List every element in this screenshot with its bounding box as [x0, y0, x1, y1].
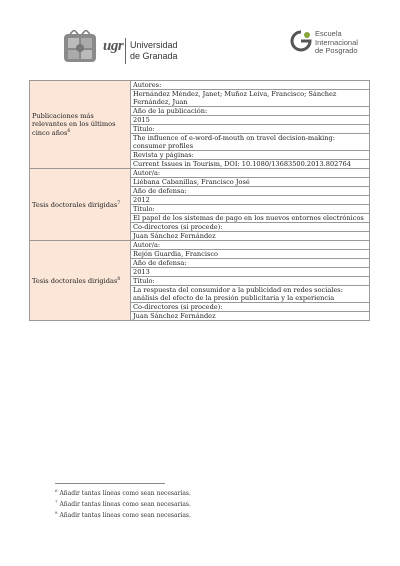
field-title: Revista y páginas: [131, 151, 370, 160]
field-value: Juan Sánchez Fernández [131, 312, 370, 321]
section-label: Tesis doctorales dirigidas$^7$ [30, 169, 131, 241]
university-name: Universidad de Granada [130, 40, 178, 61]
section-label: Publicaciones más relevantes en los últimos cinco años$^6$ [30, 81, 131, 169]
footnote: $^8$ Añadir tantas líneas como sean necesarias. [55, 510, 191, 519]
field-value: El papel de los sistemas de pago en los nuevos entornos electrónicos [131, 214, 370, 223]
field-value: Current Issues in Tourism, DOI: 10.1080/13683500.2013.802764 [131, 160, 370, 169]
field-value: 2013 [131, 268, 370, 277]
section-label: Tesis doctorales dirigidas$^8$ [30, 241, 131, 321]
footnote: $^7$ Añadir tantas líneas como sean necesarias. [55, 499, 191, 508]
table-row [30, 81, 370, 90]
footnote-separator [55, 483, 165, 484]
cv-table [29, 80, 370, 321]
field-title: Autor/a: [131, 241, 370, 250]
field-title: Título: [131, 125, 370, 134]
field-value: Rejón Guardia, Francisco [131, 250, 370, 259]
field-value: Liébana Cabanillas, Francisco José [131, 178, 370, 187]
field-value: 2015 [131, 116, 370, 125]
field-value: 2012 [131, 196, 370, 205]
field-title: Título: [131, 277, 370, 286]
university-seal-icon [60, 30, 100, 66]
field-title: Año de defensa: [131, 187, 370, 196]
field-value: La respuesta del consumidor a la publicidad en redes sociales: análisis del efecto de la presión publicitaria y la experiencia [131, 286, 370, 303]
logo-divider [125, 38, 126, 64]
footnotes [55, 487, 191, 520]
field-title: Co-directores (si procede): [131, 303, 370, 312]
field-title: Co-directores (si procede): [131, 223, 370, 232]
field-value: Hernández Méndez, Janet; Muñoz Leiva, Francisco; Sánchez Fernández, Juan [131, 90, 370, 107]
field-value: Juan Sánchez Fernández [131, 232, 370, 241]
field-title: Año de la publicación: [131, 107, 370, 116]
school-name: Escuela Internacional de Posgrado [315, 29, 358, 55]
footnote: $^6$ Añadir tantas líneas como sean necesarias. [55, 488, 191, 497]
field-title: Título: [131, 205, 370, 214]
field-title: Año de defensa: [131, 259, 370, 268]
page-header [0, 0, 400, 70]
field-title: Autor/a: [131, 169, 370, 178]
table-row [30, 241, 370, 250]
table-row [30, 169, 370, 178]
school-logo-icon [290, 30, 312, 52]
ugr-wordmark: ugr [103, 38, 124, 54]
field-value: The influence of e-word-of-mouth on travel decision-making: consumer profiles [131, 134, 370, 151]
field-title: Autores: [131, 81, 370, 90]
